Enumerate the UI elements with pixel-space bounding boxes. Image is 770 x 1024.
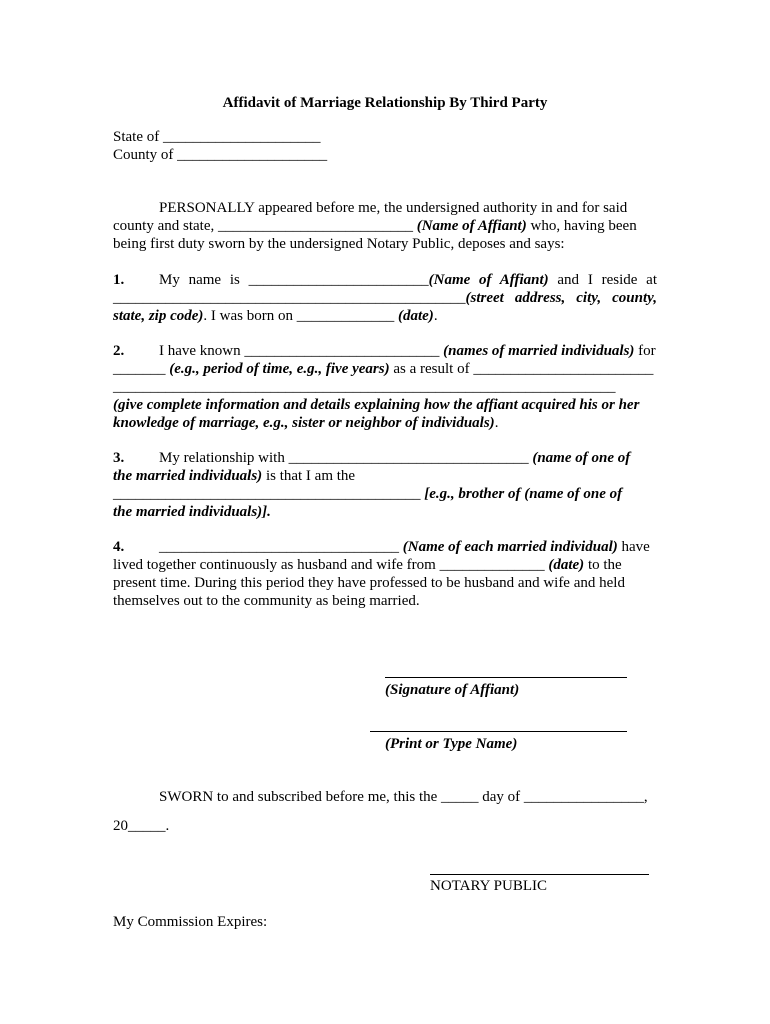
item-2-line-2: [113, 360, 653, 378]
item-1-address-blank: _______________________________________________: [113, 290, 466, 306]
item-1-born: . I was born on _____________: [203, 308, 398, 324]
signature-label: (Signature of Affiant): [385, 682, 520, 698]
intro-line-3: being first duty sworn by the undersigned Notary Public, deposes and says:: [113, 236, 565, 252]
intro-line-1: PERSONALLY appeared before me, the undersigned authority in and for said: [159, 200, 628, 216]
item-4-have: have: [617, 539, 650, 555]
item-2-result: as a result of ________________________: [389, 361, 654, 377]
item-2-knowledge-label: knowledge of marriage, e.g., sister or neighbor of individuals): [113, 415, 495, 431]
item-3-line-4: the married individuals)].: [113, 504, 271, 520]
item-3-name-label: (name of one of: [532, 450, 631, 466]
item-3-line-1: [159, 449, 630, 467]
item-4-names-label: (Name of each married individual): [402, 539, 618, 555]
item-2-known: I have known __________________________: [159, 343, 444, 359]
item-4-line-4: themselves out to the community as being married.: [113, 593, 420, 609]
item-2-names-label: (names of married individuals): [443, 343, 635, 359]
item-3-iam: is that I am the: [262, 468, 356, 484]
item-2-period-mark: .: [494, 415, 499, 431]
item-3-number: 3.: [113, 450, 125, 466]
document-title: Affidavit of Marriage Relationship By Third Party: [222, 95, 548, 111]
item-2-for: for: [634, 343, 656, 359]
intro-affiant-label: (Name of Affiant): [416, 218, 527, 234]
item-4-line-3: present time. During this period they have professed to be husband and wife and held: [113, 575, 625, 591]
intro-line-2: [113, 217, 637, 235]
item-1-line-3: [113, 307, 438, 325]
item-1-line-2: [113, 289, 657, 307]
item-3-relationship: My relationship with ________________________________: [159, 450, 533, 466]
year-line: 20_____.: [113, 818, 170, 834]
state-line: State of _____________________: [113, 129, 321, 145]
item-1-line-1: [159, 271, 657, 289]
item-1-reside: and I reside at: [548, 272, 657, 288]
item-1-address-label: (street address, city, county,: [465, 290, 657, 306]
item-3-line-2: [113, 467, 355, 485]
item-1-affiant-label: (Name of Affiant): [428, 272, 549, 288]
item-2-line-4: (give complete information and details explaining how the affiant acquired his or her: [113, 397, 640, 413]
intro-line-2-text: county and state, __________________________: [113, 218, 417, 234]
item-4-tothe: to the: [584, 557, 622, 573]
item-4-line-2: [113, 556, 622, 574]
item-1-period: .: [433, 308, 438, 324]
item-1-date-label: (date): [397, 308, 434, 324]
item-2-period-blank: _______: [113, 361, 170, 377]
item-1-name-blank: My name is ________________________: [159, 272, 429, 288]
item-4-number: 4.: [113, 539, 125, 555]
item-3-example-label: [e.g., brother of (name of one of: [424, 486, 623, 502]
notary-signature-line: [430, 874, 649, 875]
intro-line-2-tail: who, having been: [526, 218, 637, 234]
commission-label: My Commission Expires:: [113, 914, 268, 930]
item-2-period-label: (e.g., period of time, e.g., five years): [169, 361, 390, 377]
notary-label: NOTARY PUBLIC: [430, 878, 548, 894]
item-2-number: 2.: [113, 343, 125, 359]
item-1-zip-label: state, zip code): [113, 308, 204, 324]
item-1-number: 1.: [113, 272, 125, 288]
item-3-blank: _________________________________________: [113, 486, 425, 502]
item-2-line-1: [159, 342, 656, 360]
signature-line: [385, 677, 627, 678]
print-name-line: [370, 731, 627, 732]
item-2-line-5: [113, 414, 498, 432]
item-4-date-label: (date): [548, 557, 585, 573]
item-3-line-3: [113, 485, 622, 503]
item-4-line-1: [159, 538, 650, 556]
item-4-blank: ________________________________: [159, 539, 403, 555]
item-2-line-3: ___________________________________________________________________: [113, 379, 616, 395]
county-line: County of ____________________: [113, 147, 328, 163]
item-3-married-label: the married individuals): [113, 468, 263, 484]
item-4-lived: lived together continuously as husband and wife from ______________: [113, 557, 549, 573]
sworn-line: SWORN to and subscribed before me, this the _____ day of ________________,: [159, 789, 648, 805]
print-name-label: (Print or Type Name): [385, 736, 518, 752]
